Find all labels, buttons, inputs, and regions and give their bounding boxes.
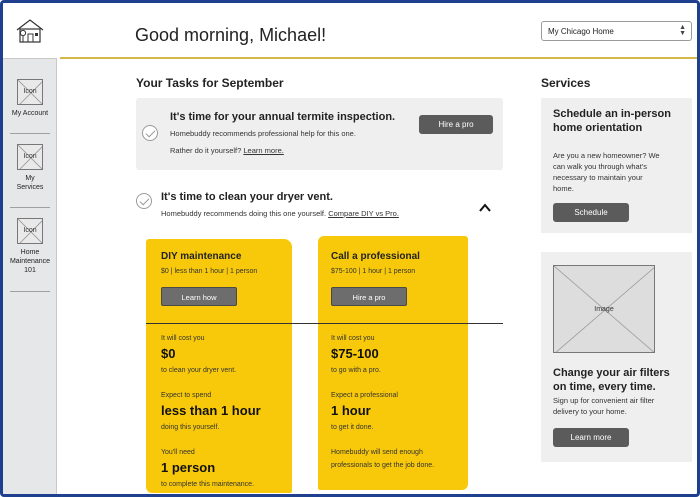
orientation-title-line-2: home orientation	[553, 122, 643, 134]
pro-send-line-2: professionals to get the job done.	[331, 462, 435, 469]
services-section-title: Services	[541, 76, 591, 90]
diy-time-note: doing this yourself.	[161, 424, 220, 431]
orientation-text-line-3: necessary to maintain your	[553, 173, 643, 182]
pro-cost-label: It will cost you	[331, 335, 375, 342]
account-icon	[17, 79, 43, 105]
sidebar-item-label: Home Maintenance 101	[9, 249, 51, 274]
pro-meta: $75-100 | 1 hour | 1 person	[331, 268, 416, 275]
chevron-up-icon[interactable]	[479, 202, 491, 214]
learn-how-button[interactable]: Learn how	[161, 287, 237, 306]
task-complete-checkbox[interactable]	[136, 193, 152, 209]
task-subtitle	[161, 209, 399, 218]
sidebar-item-label: My Account	[11, 110, 49, 117]
sidebar-item-my-account[interactable]	[3, 79, 57, 118]
diy-people-label: You'll need	[161, 449, 195, 456]
sidebar-divider	[10, 133, 50, 134]
hire-pro-button[interactable]: Hire a pro	[331, 287, 407, 306]
hire-pro-button[interactable]: Hire a pro	[419, 115, 493, 134]
learn-more-button[interactable]: Learn more	[553, 428, 629, 447]
home-logo-icon[interactable]	[3, 3, 57, 59]
sidebar-item-label: My Services	[16, 175, 44, 191]
orientation-text-line-2: can walk you through what's	[553, 162, 647, 171]
diy-cost-label: It will cost you	[161, 335, 205, 342]
pro-time-value: 1 hour	[331, 403, 371, 418]
filters-title-line-2: on time, every time.	[553, 381, 656, 393]
learn-more-link[interactable]: Learn more.	[243, 146, 284, 155]
sidebar-divider	[10, 291, 50, 292]
tasks-section-title: Your Tasks for September	[136, 76, 284, 90]
greeting-heading: Good morning, Michael!	[135, 25, 327, 45]
schedule-button[interactable]: Schedule	[553, 203, 629, 222]
pro-cost-value: $75-100	[331, 346, 379, 361]
sidebar-divider	[10, 207, 50, 208]
icon-placeholder-text: Icon	[23, 88, 37, 95]
filters-text-line-2: delivery to your home.	[553, 407, 627, 416]
home-select-value: My Chicago Home	[548, 27, 614, 36]
termite-task-card	[136, 98, 503, 170]
pro-title: Call a professional	[331, 251, 420, 262]
orientation-title-line-1: Schedule an in-person	[553, 108, 671, 120]
compare-divider	[146, 323, 503, 324]
icon-placeholder-text: Icon	[23, 153, 37, 160]
task-title: It's time to clean your dryer vent.	[161, 191, 333, 203]
diy-prompt-text: Rather do it yourself?	[170, 146, 242, 155]
diy-title: DIY maintenance	[161, 251, 242, 262]
sidebar-item-my-services[interactable]	[3, 144, 57, 192]
sidebar	[3, 3, 57, 497]
pro-cost-note: to go with a pro.	[331, 367, 381, 374]
pro-time-label: Expect a professional	[331, 392, 398, 399]
pro-send-line-1: Homebuddy will send enough	[331, 449, 423, 456]
image-placeholder-text: Image	[594, 306, 614, 313]
diy-time-value: less than 1 hour	[161, 403, 261, 418]
diy-cost-note: to clean your dryer vent.	[161, 367, 237, 374]
diy-cost-value: $0	[161, 346, 176, 361]
maintenance-icon	[17, 218, 43, 244]
select-arrows-icon: ▲ ▼	[679, 24, 686, 37]
diy-people-note: to complete this maintenance.	[161, 481, 254, 488]
diy-people-value: 1 person	[161, 460, 216, 475]
filters-text-line-1: Sign up for convenient air filter	[553, 396, 655, 405]
services-icon	[17, 144, 43, 170]
sidebar-item-home-maintenance[interactable]	[3, 218, 57, 275]
orientation-text-line-1: Are you a new homeowner? We	[553, 151, 660, 160]
filters-title-line-1: Change your air filters	[553, 367, 670, 379]
home-select-dropdown[interactable]	[541, 21, 692, 41]
service-image	[553, 265, 655, 353]
diy-meta: $0 | less than 1 hour | 1 person	[161, 268, 258, 275]
pro-time-note: to get it done.	[331, 424, 374, 431]
task-title: It's time for your annual termite inspection.	[170, 111, 396, 123]
task-diy-prompt	[170, 146, 284, 155]
compare-diy-pro-link[interactable]: Compare DIY vs Pro.	[328, 209, 399, 218]
diy-time-label: Expect to spend	[161, 392, 212, 399]
icon-placeholder-text: Icon	[23, 227, 37, 234]
header-divider	[60, 57, 700, 59]
task-complete-checkbox[interactable]	[142, 125, 158, 141]
task-subtitle: Homebuddy recommends professional help for this one.	[170, 129, 356, 138]
task-subtitle-text: Homebuddy recommends doing this one yourself.	[161, 209, 327, 218]
orientation-text-line-4: home.	[553, 184, 574, 193]
